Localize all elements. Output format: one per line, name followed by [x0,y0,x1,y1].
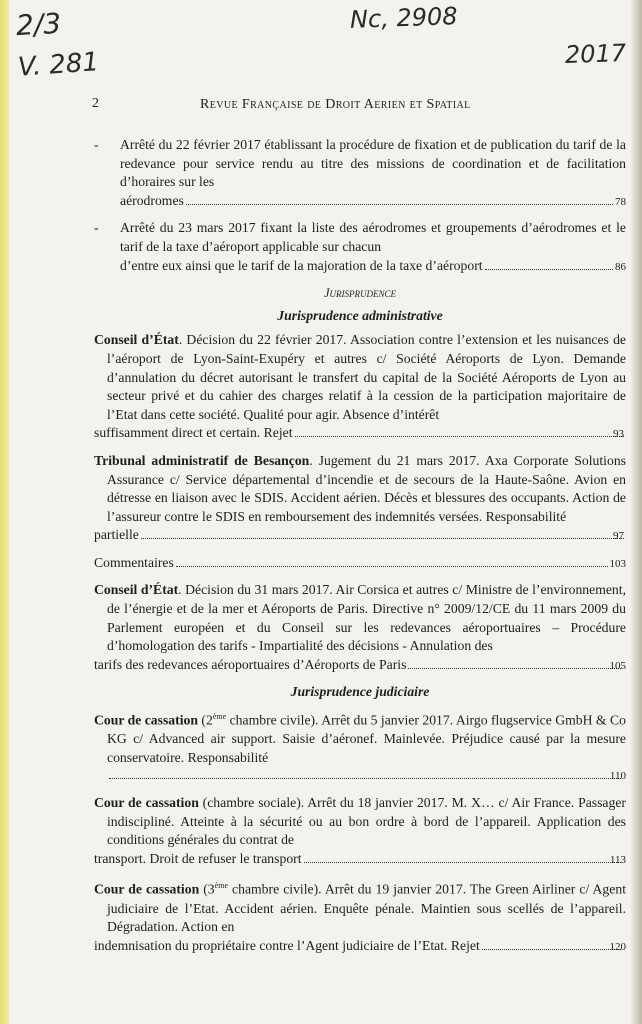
handwritten-note-4: 2017 [564,38,627,70]
subsection-heading-administrative: Jurisprudence administrative [277,307,443,323]
section-heading-jurisprudence: Jurisprudence [323,286,397,301]
toc-entry-arrete-1: - Arrêté du 22 février 2017 établissant la procédure de fixation et de publication du tarif de la redevance pour service rendu au titre des missions de coordination et de facilitation d’horaires sur les aérodromes 78 [94,136,626,211]
toc-entry-cassation-1: Cour de cassation (2ème chambre civile). Arrêt du 5 janvier 2017. Airgo flugservice GmbH & Co KG c/ Advanced air support. Saisie d’aéronef. Mainlevée. Préjudice causé par la mesure conservatoire. Responsabilité 110 [94,708,626,786]
page-ref: 105 [609,659,626,672]
page-ref: 103 [609,557,626,570]
page-ref: 113 [609,853,626,866]
toc-entry-conseil-etat-1: Conseil d’État. Décision du 22 février 2017. Association contre l’extension et les nuisances de l’aéroport de Lyon-Saint-Exupéry et autres c/ Société Aéroports de Lyon. Demande d’annulation du décret autorisant le transfert du capital de la Société Aéroports de Lyon au secteur privé et du cahier des charges relatif à la cession de la participation majoritaire de l’Etat dans cette société. Qualité pour agir. Absence d’intérêt suffisamment direct et certain. Rejet 93 [94,332,627,441]
toc-entry-arrete-2: - Arrêté du 23 mars 2017 fixant la liste des aérodromes et groupements d’aérodromes et le tarif de la taxe d’aéroport applicable sur chacun d’entre eux ainsi que le tarif de la majoration de la taxe d’aéroport 86 [94,219,626,276]
handwritten-note-1: 2/3 [15,6,62,43]
toc-entry-commentaires: Commentaires 103 [94,554,626,574]
handwritten-note-2: V. 281 [17,47,100,83]
handwritten-note-3: Nc, 2908 [349,2,458,34]
page-edge-right [630,0,642,1024]
toc-entry-cassation-2: Cour de cassation (chambre sociale). Arrêt du 18 janvier 2017. M. X… c/ Air France. Passager indiscipliné. Atteinte à la sécurité ou au bon ordre à bord de l’appareil. Application des conditions générales du contrat de transport. Droit de refuser le transport 113 [94,794,626,869]
table-of-contents [94,136,626,964]
page-edge-left [0,0,9,1024]
toc-entry-cassation-3: Cour de cassation (3ème chambre civile). Arrêt du 19 janvier 2017. The Green Airliner c/ Agent judiciaire de l’Etat. Accident aérien. Enquête pénale. Maintien sous scellés de l’appareil. Dégradation. Action en indemnisation du propriétaire contre l’Agent judiciaire de l’Etat. Rejet 120 [94,877,626,956]
page-ref: 110 [609,770,626,783]
toc-entry-conseil-etat-2: Conseil d’État. Décision du 31 mars 2017. Air Corsica et autres c/ Ministre de l’environnement, de l’énergie et de la mer et Aéroports de Paris. Directive n° 2009/12/CE du 11 mars 2009 du Parlement européen et du Conseil sur les redevances aéroportuaires – Procédure d’homologation des tarifs - Impartialité des décisions - Annulation des tarifs des redevances aéroportuaires d’Aéroports de Paris 105 [94,581,626,675]
page-number: 2 [92,96,99,111]
page-ref: 86 [615,260,626,273]
journal-title: Revue Française de Droit Aerien et Spatial [200,97,471,112]
page-ref: 78 [615,195,626,208]
toc-entry-tribunal-besancon: Tribunal administratif de Besançon. Jugement du 21 mars 2017. Axa Corporate Solutions Assurance c/ Service départemental d’incendie et de secours de la Haute-Saône. Avion en détresse en liaison avec le SDIS. Accident aérien. Décès et blessures des occupants. Action de l’assureur contre le SDIS en remboursement des indemnités versées. Responsabilité partielle 97 [94,452,626,543]
page-ref: 120 [609,940,626,953]
subsection-heading-judiciaire: Jurisprudence judiciaire [290,684,430,700]
